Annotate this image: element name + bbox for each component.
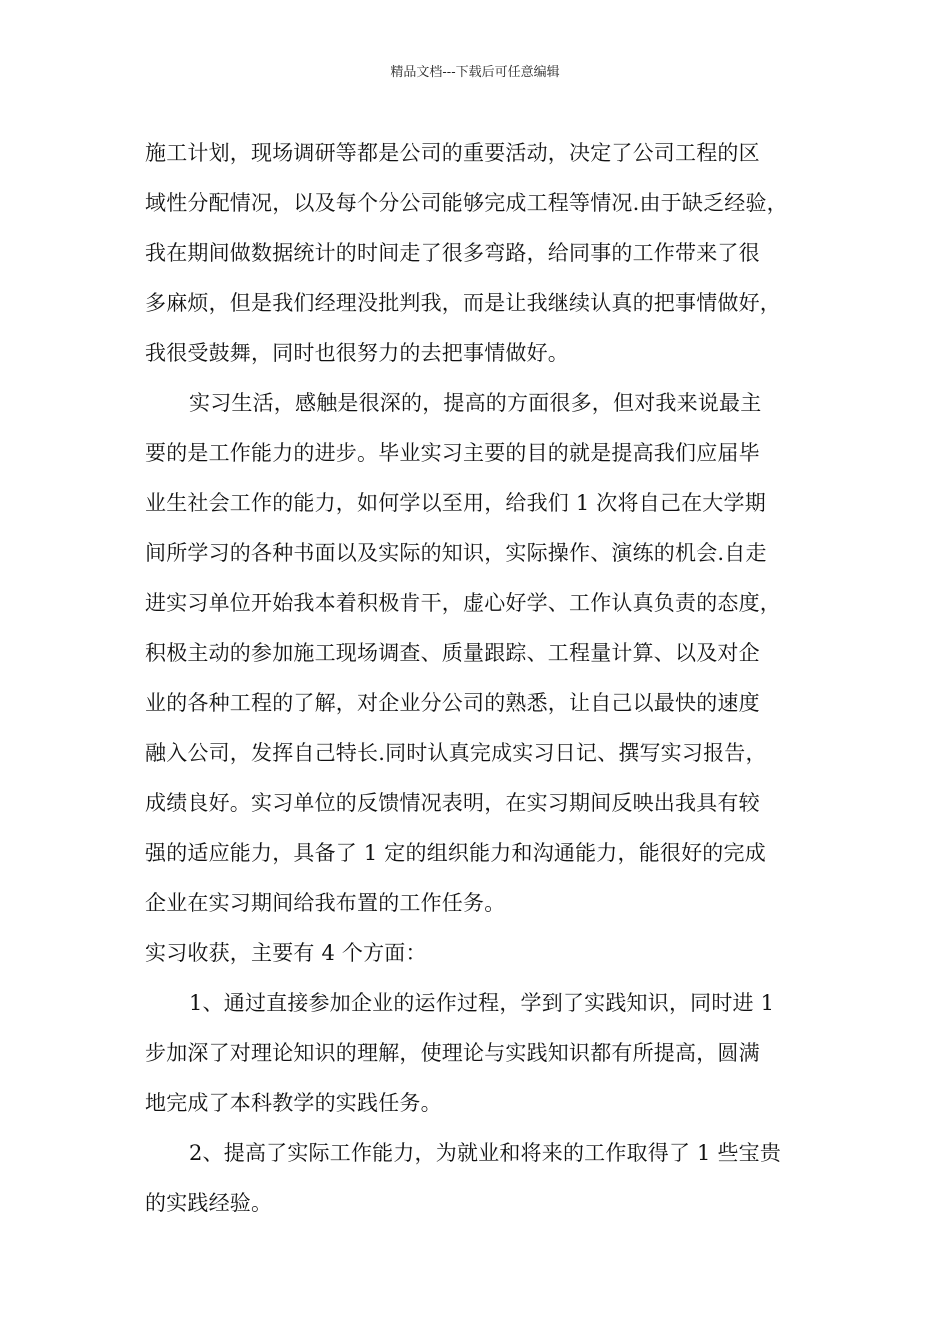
text-line: 成绩良好。实习单位的反馈情况表明，在实习期间反映出我具有较 [145, 791, 760, 815]
text-line: 企业在实习期间给我布置的工作任务。 [145, 891, 506, 915]
text-line: 施工计划，现场调研等都是公司的重要活动，决定了公司工程的区 [145, 141, 760, 165]
paragraph-first-line: 实习生活，感触是很深的，提高的方面很多，但对我来说最主 [189, 391, 762, 415]
text-line: 步加深了对理论知识的理解，使理论与实践知识都有所提高，圆满 [145, 1041, 760, 1065]
page-header: 精品文档---下载后可任意编辑 [390, 65, 560, 80]
text-line: 的实践经验。 [145, 1191, 273, 1215]
text-line: 间所学习的各种书面以及实际的知识，实际操作、演练的机会.自走 [145, 541, 767, 565]
text-line: 业生社会工作的能力，如何学以至用，给我们 1 次将自己在大学期 [145, 491, 766, 515]
text-line: 积极主动的参加施工现场调查、质量跟踪、工程量计算、以及对企 [145, 641, 760, 665]
list-item-2-first-line: 2、提高了实际工作能力，为就业和将来的工作取得了 1 些宝贵 [189, 1141, 782, 1165]
section-heading: 实习收获，主要有 4 个方面： [145, 941, 427, 965]
text-line: 我在期间做数据统计的时间走了很多弯路，给同事的工作带来了很 [145, 241, 760, 265]
text-line: 强的适应能力，具备了 1 定的组织能力和沟通能力，能很好的完成 [145, 841, 766, 865]
text-line: 多麻烦，但是我们经理没批判我，而是让我继续认真的把事情做好， [145, 291, 781, 315]
text-line: 进实习单位开始我本着积极肯干，虚心好学、工作认真负责的态度， [145, 591, 781, 615]
text-line: 地完成了本科教学的实践任务。 [145, 1091, 442, 1115]
text-line: 域性分配情况，以及每个分公司能够完成工程等情况.由于缺乏经验， [145, 191, 788, 215]
text-line: 要的是工作能力的进步。毕业实习主要的目的就是提高我们应届毕 [145, 441, 760, 465]
text-line: 业的各种工程的了解，对企业分公司的熟悉，让自己以最快的速度 [145, 691, 760, 715]
text-line: 融入公司，发挥自己特长.同时认真完成实习日记、撰写实习报告， [145, 741, 767, 765]
list-item-1-first-line: 1、通过直接参加企业的运作过程，学到了实践知识，同时进 1 [189, 991, 775, 1015]
text-line: 我很受鼓舞，同时也很努力的去把事情做好。 [145, 341, 569, 365]
document-body [145, 128, 815, 1228]
